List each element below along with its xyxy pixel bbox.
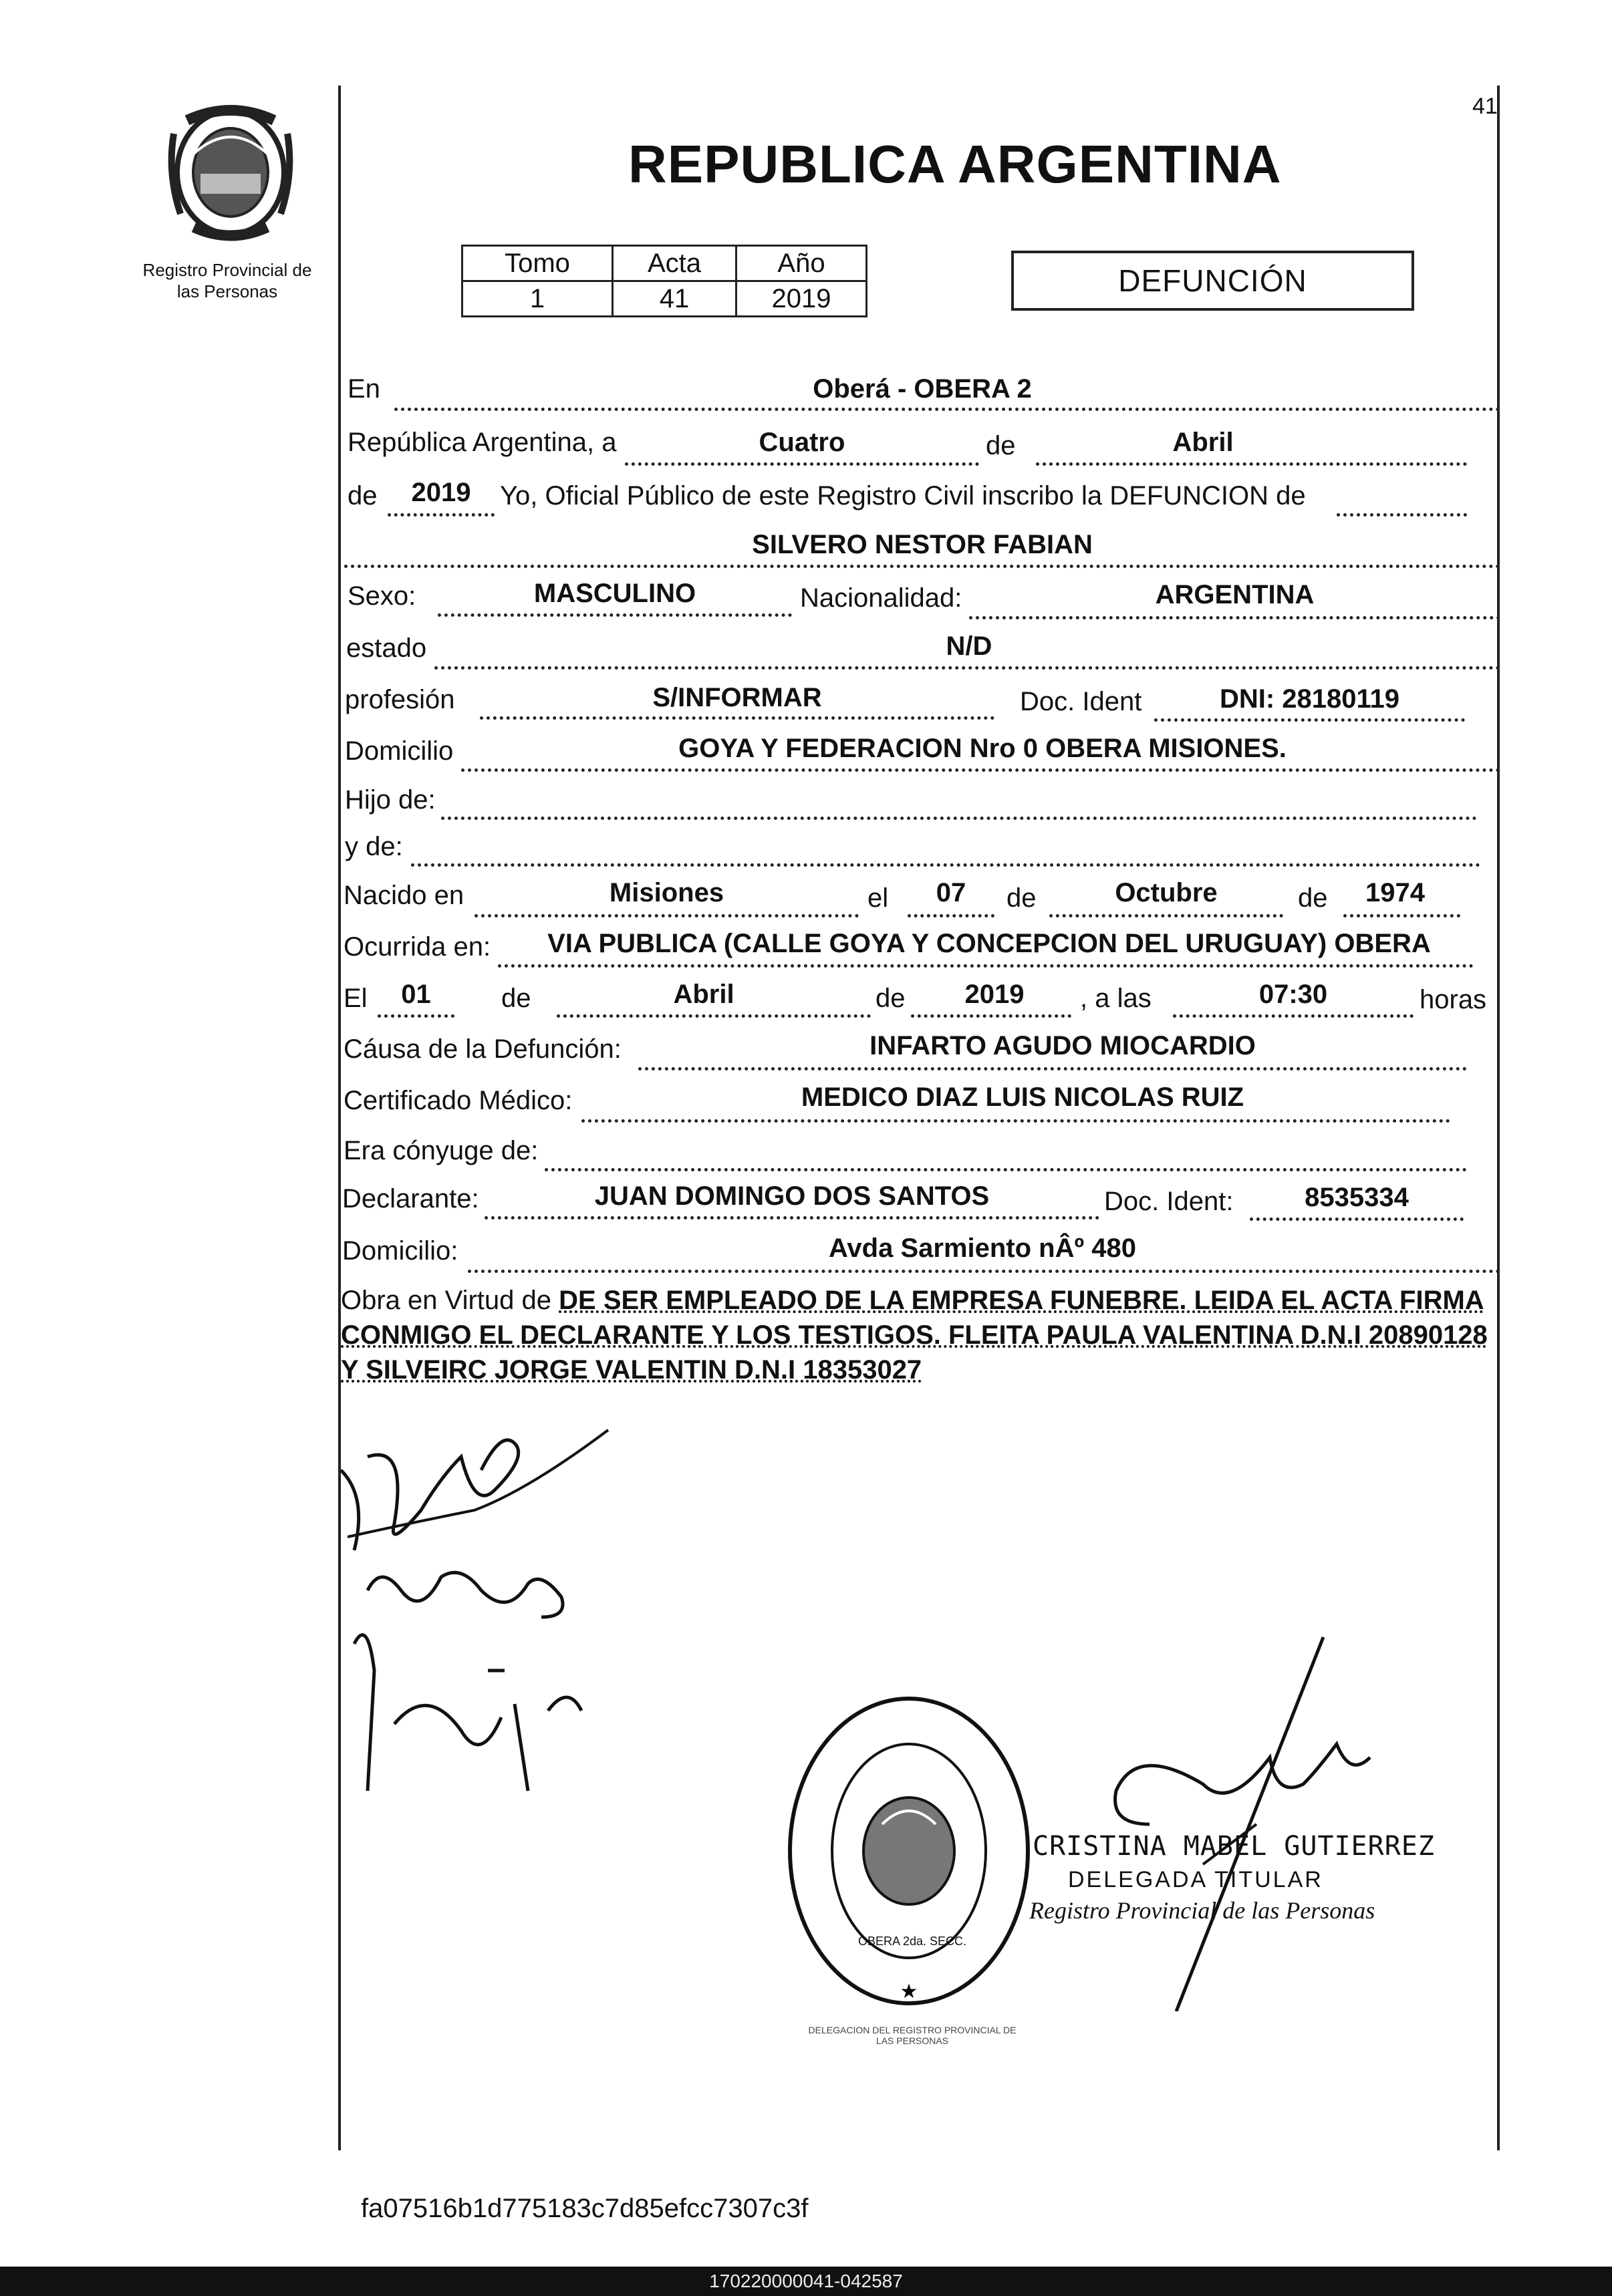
month-line bbox=[1036, 462, 1467, 466]
statement-line bbox=[1337, 513, 1467, 517]
month-value: Abril bbox=[1172, 428, 1234, 457]
death-year-line bbox=[911, 1014, 1071, 1018]
year-prefix-label: de bbox=[348, 481, 378, 511]
estado-line bbox=[434, 666, 1500, 670]
day-words-value: Cuatro bbox=[759, 428, 845, 457]
statement-text: Yo, Oficial Público de este Registro Civil inscribo la DEFUNCION de bbox=[500, 481, 1306, 511]
left-margin-line bbox=[338, 86, 341, 2150]
place-value: Oberá - OBERA 2 bbox=[813, 374, 1032, 404]
doc-ident-label: Doc. Ident bbox=[1020, 687, 1142, 716]
de-label-5: de bbox=[876, 984, 906, 1013]
doc-ident-value: DNI: 28180119 bbox=[1219, 684, 1400, 714]
domicilio-label: Domicilio bbox=[345, 736, 454, 766]
nacionalidad-label: Nacionalidad: bbox=[800, 583, 962, 613]
estado-label: estado bbox=[346, 633, 427, 663]
death-time-value: 07:30 bbox=[1258, 980, 1328, 1009]
de-label-3: de bbox=[1298, 883, 1328, 913]
name-line bbox=[344, 565, 1500, 568]
certificado-label: Certificado Médico: bbox=[344, 1086, 573, 1115]
obra-text: DE SER EMPLEADO DE LA EMPRESA FUNEBRE. LEIDA EL ACTA FIRMA CONMIGO EL DECLARANTE Y LOS TESTIGOS. FLEITA PAULA VALENTINA D.N.I 20890128 Y SILVEIRC JORGE VALENTIN D.N.I 18353027 bbox=[341, 1286, 1488, 1385]
de-label-4: de bbox=[501, 984, 531, 1013]
hijo-line bbox=[441, 817, 1477, 820]
year-value: 2019 bbox=[411, 478, 471, 507]
anio-value: 2019 bbox=[736, 281, 867, 317]
domicilio-line bbox=[461, 768, 1500, 772]
horas-label: horas bbox=[1420, 985, 1487, 1014]
domicilio-value: GOYA Y FEDERACION Nro 0 OBERA MISIONES. bbox=[678, 734, 1287, 763]
year-line bbox=[388, 513, 495, 517]
decl-domicilio-value: Avda Sarmiento nÂº 480 bbox=[829, 1234, 1136, 1263]
record-table bbox=[461, 245, 867, 317]
alas-label: , a las bbox=[1080, 984, 1152, 1013]
document-code-bar bbox=[0, 2267, 1612, 2296]
de-label-2: de bbox=[1006, 883, 1037, 913]
sexo-line bbox=[438, 613, 792, 617]
nacido-label: Nacido en bbox=[344, 881, 464, 910]
causa-label: Cáusa de la Defunción: bbox=[344, 1034, 622, 1064]
tomo-header: Tomo bbox=[462, 246, 613, 281]
profesion-value: S/INFORMAR bbox=[652, 683, 822, 712]
nacido-dia-value: 07 bbox=[936, 878, 966, 907]
profesion-label: profesión bbox=[345, 685, 455, 714]
stamp-ring-text: DELEGACION DEL REGISTRO PROVINCIAL DE LAS PERSONAS bbox=[808, 2025, 1017, 2046]
nacionalidad-value: ARGENTINA bbox=[1155, 580, 1315, 609]
svg-text:★: ★ bbox=[900, 1980, 918, 2003]
death-day-value: 01 bbox=[401, 980, 431, 1009]
death-time-line bbox=[1173, 1014, 1414, 1018]
death-day-line bbox=[378, 1014, 454, 1018]
nacido-lugar-line bbox=[475, 914, 859, 917]
death-year-value: 2019 bbox=[964, 980, 1025, 1009]
official-stamp bbox=[782, 1691, 1036, 2011]
official-name: CRISTINA MABEL GUTIERREZ bbox=[1033, 1831, 1435, 1862]
en-label: En bbox=[348, 374, 380, 404]
nacido-dia-line bbox=[908, 914, 994, 917]
nacido-mes-value: Octubre bbox=[1115, 878, 1218, 907]
certificado-line bbox=[581, 1119, 1450, 1123]
ocurrida-line bbox=[498, 964, 1474, 968]
decl-doc-line bbox=[1250, 1217, 1464, 1221]
nacido-anio-line bbox=[1343, 914, 1460, 917]
nacido-anio-value: 1974 bbox=[1365, 878, 1425, 907]
anio-header: Año bbox=[736, 246, 867, 281]
decl-doc-label: Doc. Ident: bbox=[1104, 1187, 1234, 1216]
doc-ident-line bbox=[1154, 718, 1465, 722]
el-label: el bbox=[867, 883, 889, 913]
nacionalidad-line bbox=[969, 616, 1500, 619]
conyuge-label: Era cónyuge de: bbox=[344, 1136, 539, 1165]
country-title: REPUBLICA ARGENTINA bbox=[628, 134, 1282, 194]
document-hash: fa07516b1d775183c7d85efcc7307c3f bbox=[361, 2194, 809, 2223]
causa-value: INFARTO AGUDO MIOCARDIO bbox=[869, 1031, 1256, 1060]
certificado-value: MEDICO DIAZ LUIS NICOLAS RUIZ bbox=[801, 1083, 1244, 1112]
profesion-line bbox=[480, 716, 994, 720]
decl-domicilio-label: Domicilio: bbox=[342, 1236, 458, 1266]
document-code: 170220000041-042587 bbox=[709, 2271, 903, 2291]
declarante-label: Declarante: bbox=[342, 1184, 479, 1213]
death-month-line bbox=[557, 1014, 871, 1018]
obra-paragraph bbox=[341, 1283, 1497, 1387]
sexo-value: MASCULINO bbox=[533, 579, 696, 608]
conyuge-line bbox=[545, 1168, 1467, 1171]
obra-label: Obra en Virtud de bbox=[341, 1286, 552, 1315]
decl-doc-value: 8535334 bbox=[1305, 1183, 1409, 1212]
nacido-lugar-value: Misiones bbox=[609, 878, 724, 907]
nacido-mes-line bbox=[1049, 914, 1283, 917]
document-type-box bbox=[1011, 251, 1414, 311]
tomo-value: 1 bbox=[462, 281, 613, 317]
republica-label: República Argentina, a bbox=[348, 428, 617, 457]
sexo-label: Sexo: bbox=[348, 581, 416, 611]
ocurrida-label: Ocurrida en: bbox=[344, 932, 491, 962]
declarante-line bbox=[485, 1216, 1099, 1219]
deceased-name: SILVERO NESTOR FABIAN bbox=[752, 530, 1093, 559]
place-line bbox=[394, 408, 1500, 411]
decl-domicilio-line bbox=[468, 1270, 1500, 1273]
witness-signatures bbox=[327, 1417, 702, 1818]
ocurrida-value: VIA PUBLICA (CALLE GOYA Y CONCEPCION DEL URUGUAY) OBERA bbox=[547, 929, 1431, 958]
official-org: Registro Provincial de las Personas bbox=[1029, 1897, 1375, 1924]
yde-line bbox=[411, 863, 1480, 867]
official-role: DELEGADA TITULAR bbox=[1068, 1867, 1323, 1892]
declarante-value: JUAN DOMINGO DOS SANTOS bbox=[594, 1181, 990, 1211]
acta-value: 41 bbox=[613, 281, 736, 317]
estado-value: N/D bbox=[946, 631, 992, 661]
causa-line bbox=[638, 1067, 1467, 1070]
registry-name: Registro Provincial de las Personas bbox=[142, 260, 312, 301]
province-seal-logo bbox=[154, 94, 307, 247]
acta-header: Acta bbox=[613, 246, 736, 281]
stamp-inner-text: OBERA 2da. SECC. bbox=[857, 1934, 967, 1948]
page-number: 41 bbox=[1472, 94, 1498, 119]
document-type: DEFUNCIÓN bbox=[1118, 263, 1307, 298]
hijo-label: Hijo de: bbox=[345, 785, 436, 815]
right-margin-line bbox=[1497, 86, 1500, 2150]
death-month-value: Abril bbox=[673, 980, 734, 1009]
de-label: de bbox=[986, 431, 1016, 460]
official-signature bbox=[1069, 1624, 1417, 2011]
day-line bbox=[625, 462, 979, 466]
El-label: El bbox=[344, 984, 368, 1013]
yde-label: y de: bbox=[345, 832, 403, 861]
